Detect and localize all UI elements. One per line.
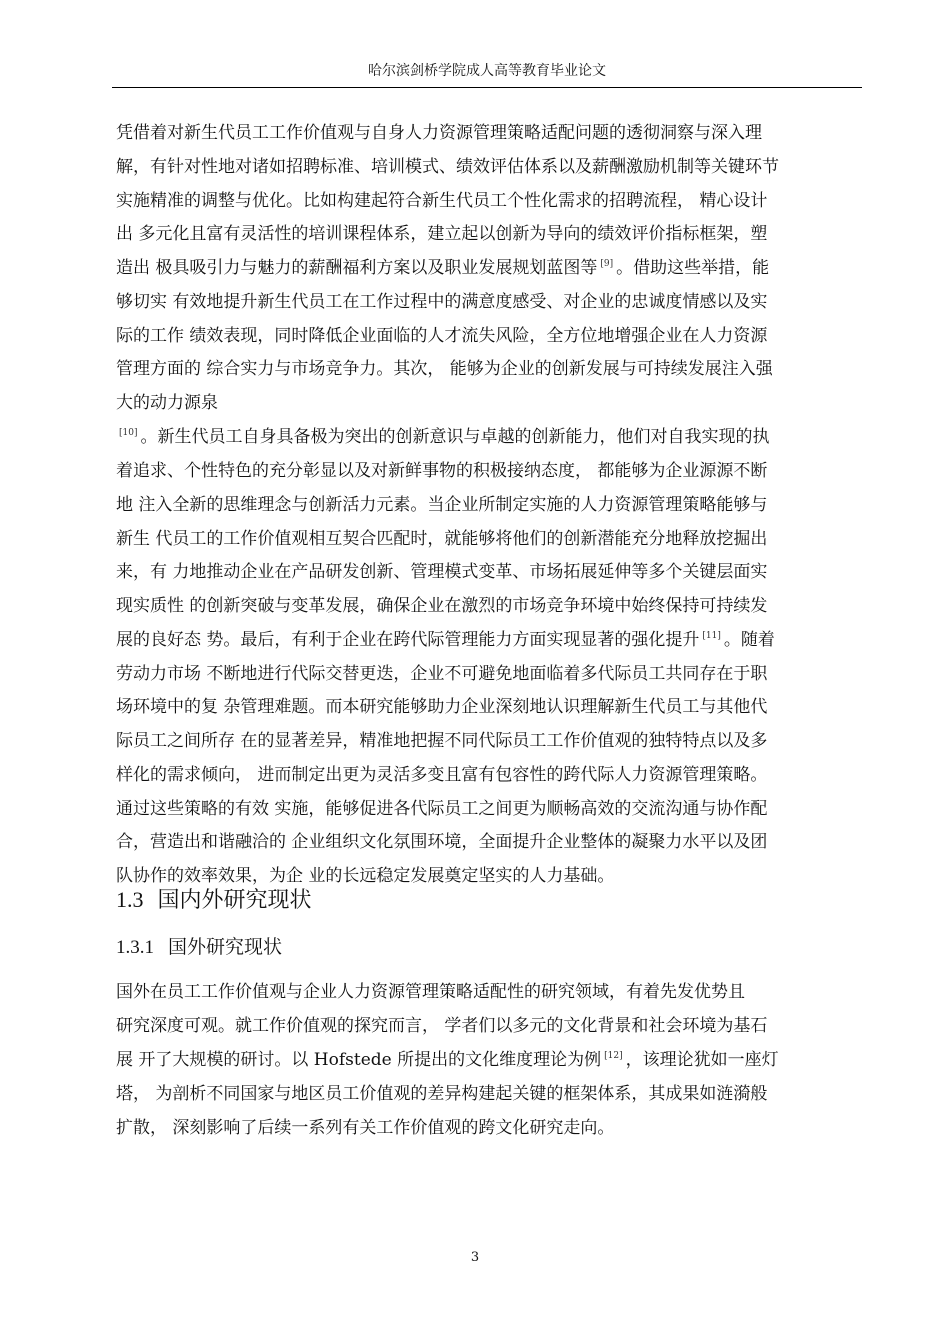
running-header: 哈尔滨剑桥学院成人高等教育毕业论文 [368,63,606,79]
text-line: 劳动力市场 不断地进行代际交替更迭，企业不可避免地面临着多代际员工共同存在于职 [116,664,768,684]
text-line: 队协作的效率效果，为企 业的长远稳定发展奠定坚实的人力基础。 [116,866,615,886]
citation-ref: [10] [119,428,138,438]
text-line: 通过这些策略的有效 实施，能够促进各代际员工之间更为顺畅高效的交流沟通与协作配 [116,799,768,819]
text-span: 造出 极具吸引力与魅力的薪酬福利方案以及职业发展规划蓝图等 [116,258,598,278]
text-line: 际员工之间所存 在的显著差异，精准地把握不同代际员工工作价值观的独特特点以及多 [116,731,768,751]
text-line: 够切实 有效地提升新生代员工在工作过程中的满意度感受、对企业的忠诚度情感以及实 [116,292,768,312]
header-rule [112,87,862,88]
page-number: 3 [470,1250,480,1265]
subsection-number: 1.3.1 [116,937,154,958]
text-line: 际的工作 绩效表现，同时降低企业面临的人才流失风险，全方位地增强企业在人力资源 [116,326,768,346]
section-number: 1.3 [116,887,144,912]
text-line: 样化的需求倾向， 进而制定出更为灵活多变且富有包容性的跨代际人力资源管理策略。 [116,765,768,785]
text-line: 塔， 为剖析不同国家与地区员工价值观的差异构建起关键的框架体系，其成果如涟漪般 [116,1084,768,1104]
section-heading [116,887,312,914]
text-line: 凭借着对新生代员工工作价值观与自身人力资源管理策略适配问题的透彻洞察与深入理 [116,123,762,143]
citation-ref: [12] [604,1051,623,1061]
citation-ref: [9] [600,259,614,269]
text-line [116,258,858,281]
text-span: 展 开了大规模的研讨。以 Hofstede 所提出的文化维度理论为例 [116,1050,602,1070]
text-span: 展的良好态 势。最后，有利于企业在跨代际管理能力方面实现显著的强化提升 [116,630,700,650]
text-line: 现实质性 的创新突破与变革发展，确保企业在激烈的市场竞争环境中始终保持可持续发 [116,596,768,616]
text-line: 实施精准的调整与优化。比如构建起符合新生代员工个性化需求的招聘流程， 精心设计 [116,191,768,211]
text-line: 大的动力源泉 [116,393,218,413]
text-line: 管理方面的 综合实力与市场竞争力。其次， 能够为企业的创新发展与可持续发展注入强 [116,359,773,379]
citation-ref: [11] [702,631,721,641]
text-line: 研究深度可观。就工作价值观的探究而言， 学者们以多元的文化背景和社会环境为基石 [116,1016,768,1036]
text-line: 来，有 力地推动企业在产品研发创新、管理模式变革、市场拓展延伸等多个关键层面实 [116,562,768,582]
text-line: 合，营造出和谐融洽的 企业组织文化氛围环境，全面提升企业整体的凝聚力水平以及团 [116,832,768,852]
text-line: 着追求、个性特色的充分彰显以及对新鲜事物的积极接纳态度， 都能够为企业源源不断 [116,461,768,481]
text-line [116,630,858,653]
text-span: 。新生代员工自身具备极为突出的创新意识与卓越的创新能力，他们对自我实现的执 [140,427,770,447]
subsection-heading [116,935,282,960]
text-line: 扩散， 深刻影响了后续一系列有关工作价值观的跨文化研究走向。 [116,1118,615,1138]
text-line: 地 注入全新的思维理念与创新活力元素。当企业所制定实施的人力资源管理策略能够与 [116,495,768,515]
text-line: 解，有针对性地对诸如招聘标准、培训模式、绩效评估体系以及薪酬激励机制等关键环节 [116,157,779,177]
text-line: 新生 代员工的工作价值观相互契合匹配时，就能够将他们的创新潜能充分地释放挖掘出 [116,529,768,549]
section-title: 国内外研究现状 [157,888,312,913]
text-span: 。借助这些举措，能 [616,258,770,278]
text-line: 场环境中的复 杂管理难题。而本研究能够助力企业深刻地认识理解新生代员工与其他代 [116,697,768,717]
text-line: 出 多元化且富有灵活性的培训课程体系，建立起以创新为导向的绩效评价指标框架，塑 [116,224,768,244]
subsection-title: 国外研究现状 [168,936,283,958]
text-line: 国外在员工工作价值观与企业人力资源管理策略适配性的研究领域，有着先发优势且 [116,982,745,1002]
text-line [116,1050,858,1073]
text-span: 。随着 [723,630,775,650]
text-line [116,427,858,450]
text-span: ，该理论犹如一座灯 [625,1050,779,1070]
